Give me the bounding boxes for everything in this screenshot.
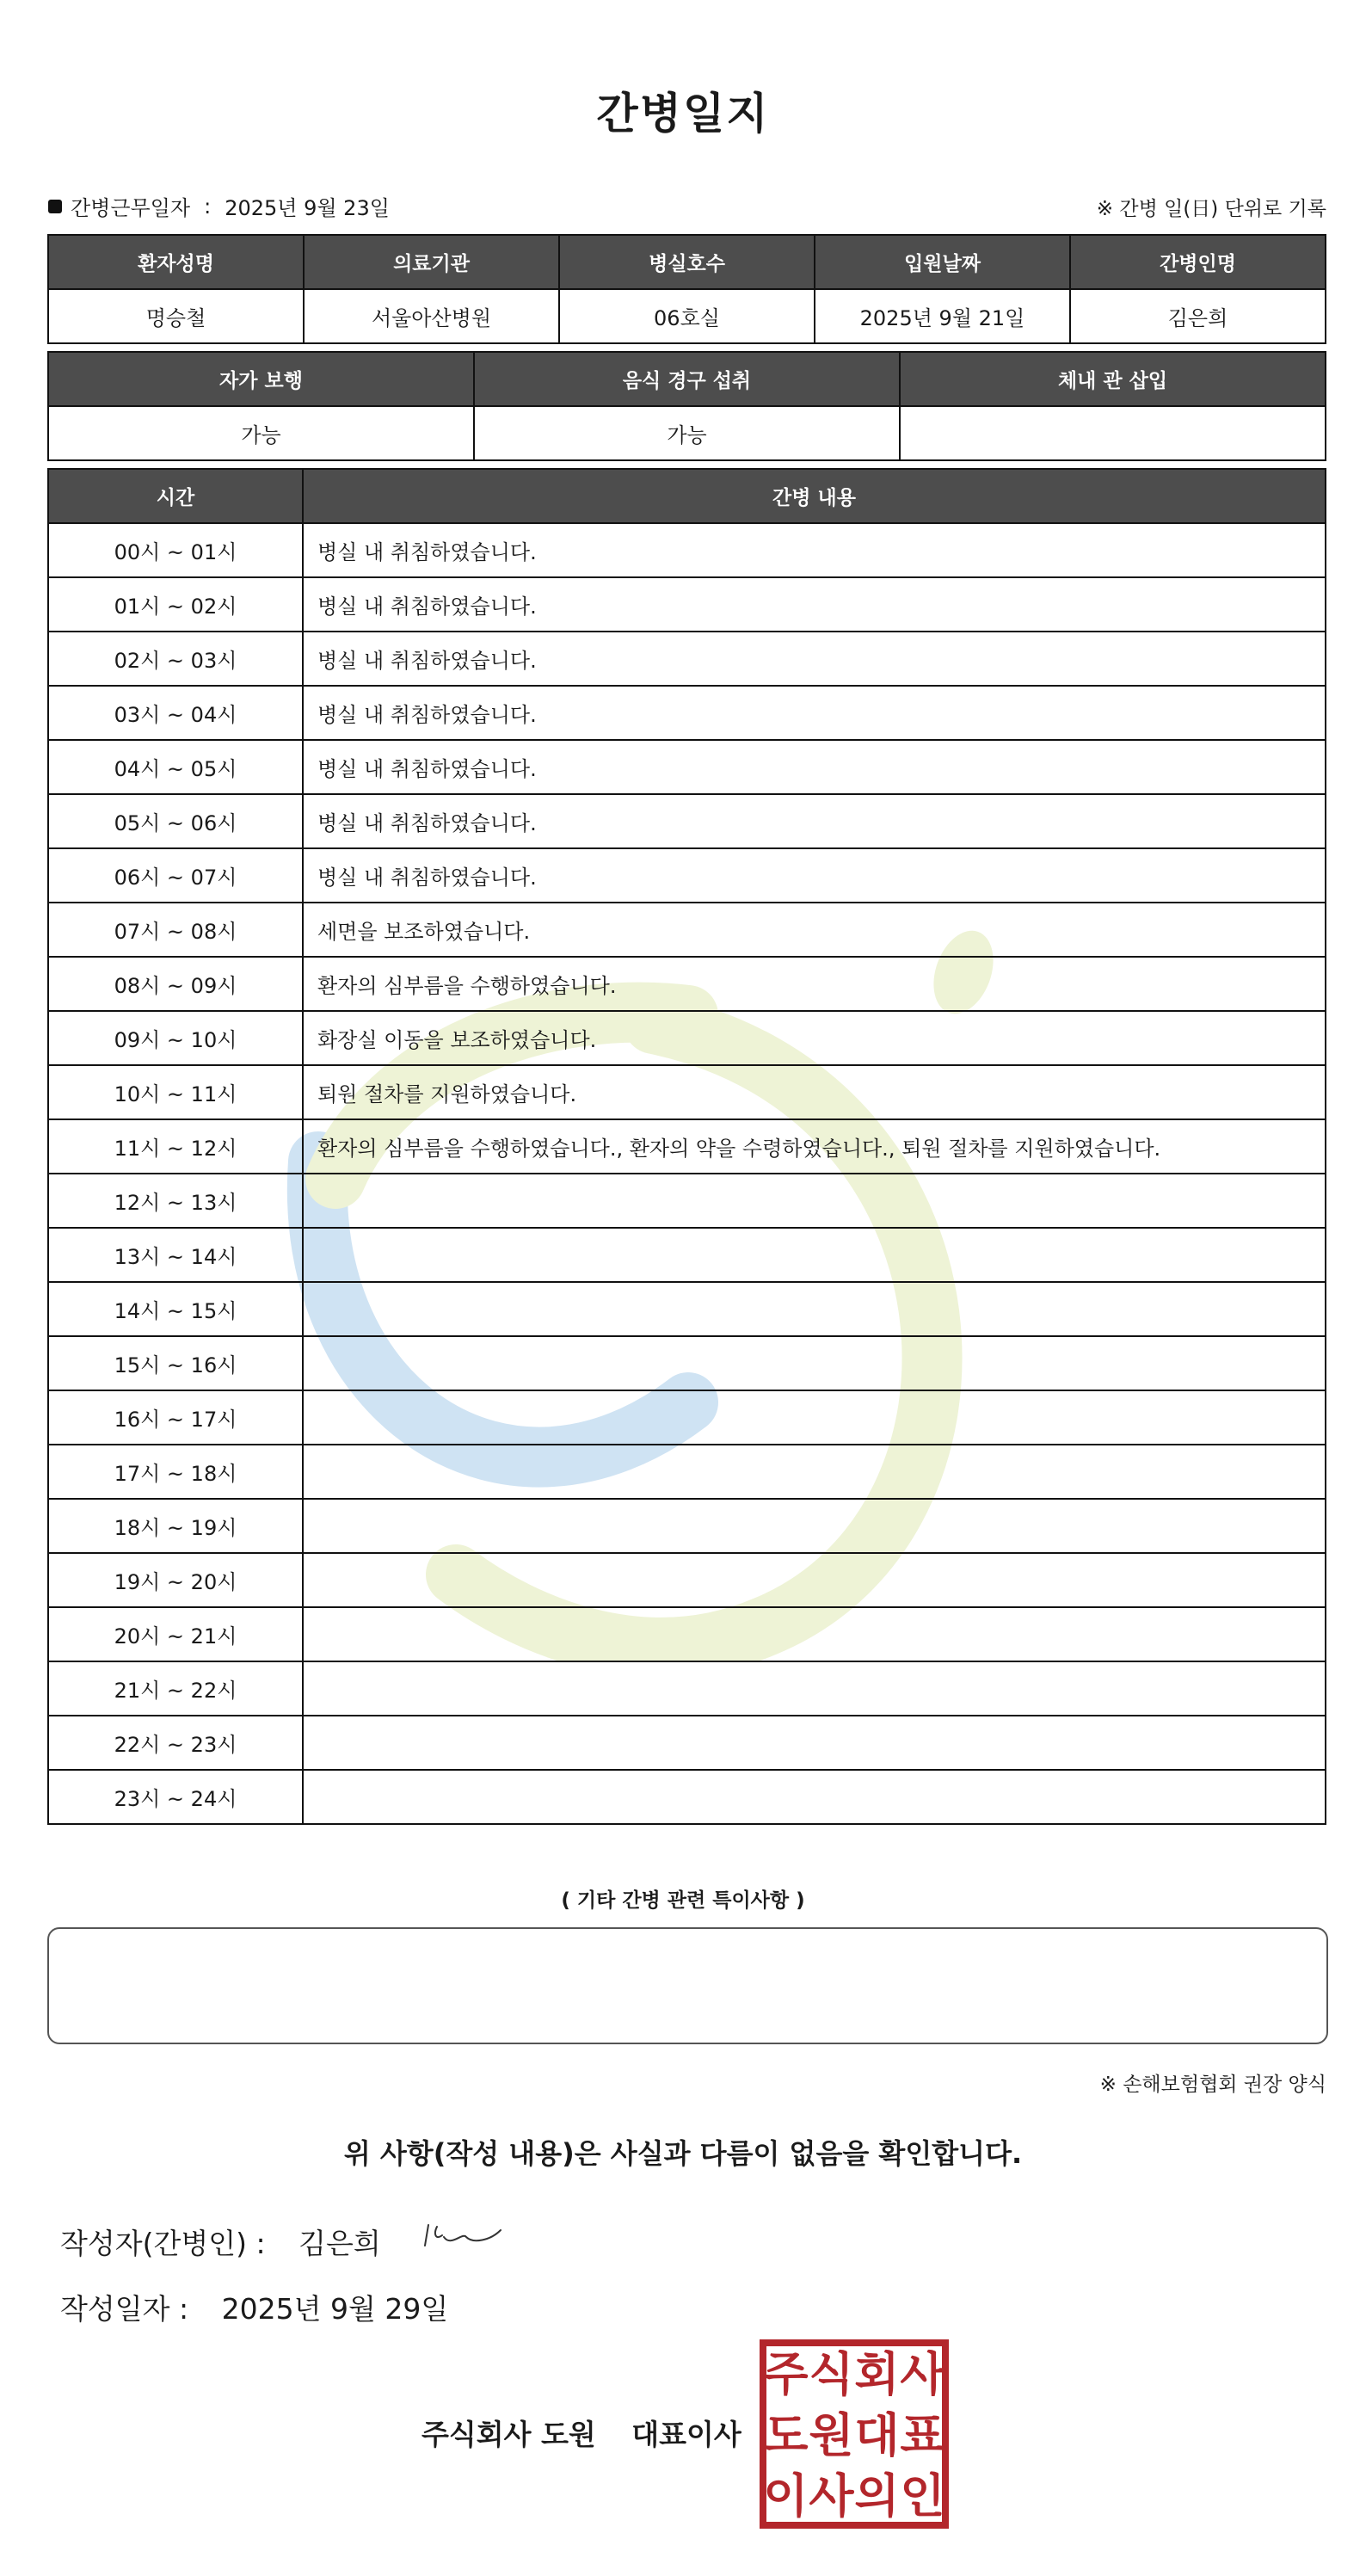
unit-note: ※ 간병 일(日) 단위로 기록 bbox=[1096, 198, 1326, 220]
header-time: 시간 bbox=[48, 469, 303, 523]
patient-info-table bbox=[47, 234, 1326, 344]
log-row bbox=[48, 848, 1326, 903]
document-title: 간병일지 bbox=[596, 89, 770, 139]
patient-name: 명승철 bbox=[48, 289, 304, 343]
log-content: 퇴원 절차를 지원하였습니다. bbox=[303, 1065, 1326, 1119]
log-row bbox=[48, 957, 1326, 1011]
writer-name: 김은희 bbox=[298, 2227, 381, 2260]
log-time: 15시 ~ 16시 bbox=[48, 1336, 303, 1390]
log-time: 19시 ~ 20시 bbox=[48, 1553, 303, 1607]
caregiver-name: 김은희 bbox=[1070, 289, 1326, 343]
log-time: 22시 ~ 23시 bbox=[48, 1716, 303, 1770]
log-row bbox=[48, 1228, 1326, 1282]
log-time: 07시 ~ 08시 bbox=[48, 903, 303, 957]
header-care-content: 간병 내용 bbox=[303, 469, 1326, 523]
log-time: 01시 ~ 02시 bbox=[48, 577, 303, 632]
log-content bbox=[303, 1770, 1326, 1824]
log-row bbox=[48, 523, 1326, 577]
log-row bbox=[48, 577, 1326, 632]
log-row bbox=[48, 1445, 1326, 1499]
log-row bbox=[48, 1607, 1326, 1661]
write-date-label: 작성일자 : bbox=[60, 2292, 189, 2326]
log-content bbox=[303, 1282, 1326, 1336]
log-row bbox=[48, 1716, 1326, 1770]
log-time: 04시 ~ 05시 bbox=[48, 740, 303, 794]
status-value-row bbox=[48, 406, 1326, 460]
log-content: 병실 내 취침하였습니다. bbox=[303, 577, 1326, 632]
header-oral-intake: 음식 경구 섭취 bbox=[474, 352, 900, 406]
log-content bbox=[303, 1499, 1326, 1553]
tube-value bbox=[900, 406, 1326, 460]
patient-status-table bbox=[47, 351, 1326, 461]
log-time: 20시 ~ 21시 bbox=[48, 1607, 303, 1661]
seal-character: 표 bbox=[900, 2407, 945, 2462]
log-content bbox=[303, 1553, 1326, 1607]
work-date-label: 간병근무일자 bbox=[71, 196, 191, 220]
log-time: 13시 ~ 14시 bbox=[48, 1228, 303, 1282]
header-patient-name: 환자성명 bbox=[48, 235, 304, 289]
log-content: 병실 내 취침하였습니다. bbox=[303, 848, 1326, 903]
writer-label: 작성자(간병인) : bbox=[60, 2227, 266, 2260]
writer-row bbox=[60, 2222, 381, 2262]
log-time: 12시 ~ 13시 bbox=[48, 1174, 303, 1228]
log-row bbox=[48, 632, 1326, 686]
admission-date: 2025년 9월 21일 bbox=[815, 289, 1070, 343]
seal-character: 대 bbox=[854, 2407, 900, 2462]
seal-character: 이 bbox=[763, 2468, 809, 2524]
log-time: 02시 ~ 03시 bbox=[48, 632, 303, 686]
patient-header-row bbox=[48, 235, 1326, 289]
confirmation-statement: 위 사항(작성 내용)은 사실과 다름이 없음을 확인합니다. bbox=[343, 2137, 1023, 2170]
log-row bbox=[48, 1174, 1326, 1228]
log-content bbox=[303, 1390, 1326, 1445]
special-notes-box bbox=[47, 1927, 1328, 2044]
company-row bbox=[421, 2413, 741, 2453]
log-content bbox=[303, 1445, 1326, 1499]
square-bullet-icon bbox=[48, 200, 62, 213]
log-time: 06시 ~ 07시 bbox=[48, 848, 303, 903]
seal-character: 원 bbox=[809, 2407, 854, 2462]
log-row bbox=[48, 794, 1326, 848]
log-time: 23시 ~ 24시 bbox=[48, 1770, 303, 1824]
care-log-table bbox=[47, 468, 1326, 1825]
log-row bbox=[48, 1770, 1326, 1824]
log-content bbox=[303, 1716, 1326, 1770]
log-row bbox=[48, 1065, 1326, 1119]
work-date-value: 2025년 9월 23일 bbox=[225, 196, 390, 220]
work-date-row bbox=[48, 191, 390, 221]
log-time: 08시 ~ 09시 bbox=[48, 957, 303, 1011]
work-date-separator: : bbox=[204, 194, 212, 219]
log-content: 화장실 이동을 보조하였습니다. bbox=[303, 1011, 1326, 1065]
seal-character: 도 bbox=[763, 2407, 809, 2462]
log-content: 병실 내 취침하였습니다. bbox=[303, 632, 1326, 686]
seal-character: 인 bbox=[900, 2468, 945, 2524]
log-time: 03시 ~ 04시 bbox=[48, 686, 303, 740]
recommend-note: ※ 손해보험협회 권장 양식 bbox=[1099, 2074, 1326, 2096]
log-content: 환자의 심부름을 수행하였습니다., 환자의 약을 수령하였습니다., 퇴원 절차를 지원하였습니다. bbox=[303, 1119, 1326, 1174]
log-content: 병실 내 취침하였습니다. bbox=[303, 740, 1326, 794]
hospital-name: 서울아산병원 bbox=[304, 289, 559, 343]
patient-value-row bbox=[48, 289, 1326, 343]
log-row bbox=[48, 686, 1326, 740]
log-time: 09시 ~ 10시 bbox=[48, 1011, 303, 1065]
log-row bbox=[48, 1499, 1326, 1553]
header-room: 병실호수 bbox=[559, 235, 815, 289]
log-row bbox=[48, 1282, 1326, 1336]
log-content: 병실 내 취침하였습니다. bbox=[303, 523, 1326, 577]
company-title: 대표이사 bbox=[631, 2418, 741, 2451]
write-date-value: 2025년 9월 29일 bbox=[221, 2292, 449, 2326]
header-walking: 자가 보행 bbox=[48, 352, 474, 406]
header-admission-date: 입원날짜 bbox=[815, 235, 1070, 289]
log-content: 환자의 심부름을 수행하였습니다. bbox=[303, 957, 1326, 1011]
log-row bbox=[48, 1661, 1326, 1716]
log-time: 18시 ~ 19시 bbox=[48, 1499, 303, 1553]
log-time: 21시 ~ 22시 bbox=[48, 1661, 303, 1716]
company-name: 주식회사 도원 bbox=[421, 2418, 596, 2451]
special-notes-title: ( 기타 간병 관련 특이사항 ) bbox=[561, 1889, 805, 1912]
log-time: 14시 ~ 15시 bbox=[48, 1282, 303, 1336]
log-content bbox=[303, 1607, 1326, 1661]
log-row bbox=[48, 903, 1326, 957]
seal-character: 주 bbox=[763, 2347, 809, 2402]
header-caregiver: 간병인명 bbox=[1070, 235, 1326, 289]
log-row bbox=[48, 1336, 1326, 1390]
walking-value: 가능 bbox=[48, 406, 474, 460]
company-seal-stamp bbox=[759, 2339, 950, 2530]
seal-character: 식 bbox=[809, 2347, 854, 2402]
log-time: 05시 ~ 06시 bbox=[48, 794, 303, 848]
log-header-row bbox=[48, 469, 1326, 523]
header-hospital: 의료기관 bbox=[304, 235, 559, 289]
log-row bbox=[48, 1119, 1326, 1174]
log-row bbox=[48, 1011, 1326, 1065]
log-content bbox=[303, 1661, 1326, 1716]
log-content bbox=[303, 1336, 1326, 1390]
log-row bbox=[48, 740, 1326, 794]
log-time: 10시 ~ 11시 bbox=[48, 1065, 303, 1119]
log-content: 세면을 보조하였습니다. bbox=[303, 903, 1326, 957]
log-row bbox=[48, 1553, 1326, 1607]
log-row bbox=[48, 1390, 1326, 1445]
seal-character: 회 bbox=[854, 2347, 900, 2402]
status-header-row bbox=[48, 352, 1326, 406]
log-time: 16시 ~ 17시 bbox=[48, 1390, 303, 1445]
seal-character: 의 bbox=[854, 2468, 900, 2524]
log-time: 17시 ~ 18시 bbox=[48, 1445, 303, 1499]
seal-character: 사 bbox=[809, 2468, 854, 2524]
log-time: 00시 ~ 01시 bbox=[48, 523, 303, 577]
oral-intake-value: 가능 bbox=[474, 406, 900, 460]
write-date-row bbox=[60, 2287, 448, 2327]
log-content bbox=[303, 1228, 1326, 1282]
seal-character: 사 bbox=[900, 2347, 945, 2402]
log-content bbox=[303, 1174, 1326, 1228]
log-time: 11시 ~ 12시 bbox=[48, 1119, 303, 1174]
log-content: 병실 내 취침하였습니다. bbox=[303, 686, 1326, 740]
room-number: 06호실 bbox=[559, 289, 815, 343]
log-content: 병실 내 취침하였습니다. bbox=[303, 794, 1326, 848]
header-tube: 체내 관 삽입 bbox=[900, 352, 1326, 406]
signature bbox=[421, 2215, 508, 2258]
